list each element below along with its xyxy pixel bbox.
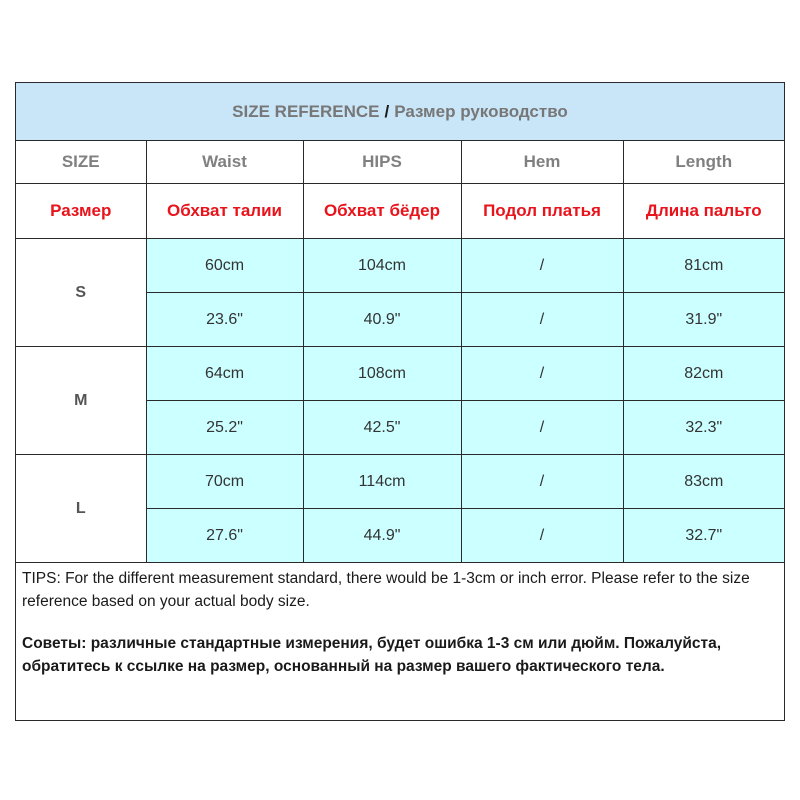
header-cell-hips: HIPS — [303, 141, 461, 184]
hem-cell: / — [461, 239, 623, 293]
tips-box — [16, 562, 784, 720]
size-table — [16, 141, 784, 563]
header-cell-length-ru: Длина пальто — [623, 184, 784, 239]
header-cell-hips-ru: Обхват бёдер — [303, 184, 461, 239]
length-cell: 81cm — [623, 239, 784, 293]
hips-cell: 108cm — [303, 347, 461, 401]
header-cell-waist: Waist — [146, 141, 303, 184]
header-cell-size-ru: Размер — [16, 184, 146, 239]
length-cell: 82cm — [623, 347, 784, 401]
chart-title-en: SIZE REFERENCE — [232, 101, 380, 121]
table-row-m-cm — [16, 347, 784, 401]
hem-cell: / — [461, 347, 623, 401]
chart-title-bar — [16, 83, 784, 141]
waist-cell: 23.6" — [146, 293, 303, 347]
hem-cell: / — [461, 455, 623, 509]
header-row-en — [16, 141, 784, 184]
header-cell-hem-ru: Подол платья — [461, 184, 623, 239]
length-cell: 31.9" — [623, 293, 784, 347]
length-cell: 32.7" — [623, 509, 784, 563]
header-cell-length: Length — [623, 141, 784, 184]
table-row-s-cm — [16, 239, 784, 293]
tips-text-en: TIPS: For the different measurement standard, there would be 1-3cm or inch error. Please refer to the size reference based on your actual body size. — [22, 570, 750, 610]
hips-cell: 40.9" — [303, 293, 461, 347]
waist-cell: 64cm — [146, 347, 303, 401]
waist-cell: 27.6" — [146, 509, 303, 563]
length-cell: 32.3" — [623, 401, 784, 455]
length-cell: 83cm — [623, 455, 784, 509]
header-cell-size: SIZE — [16, 141, 146, 184]
hips-cell: 44.9" — [303, 509, 461, 563]
waist-cell: 25.2" — [146, 401, 303, 455]
hem-cell: / — [461, 509, 623, 563]
size-label-l: L — [16, 455, 146, 563]
hips-cell: 114cm — [303, 455, 461, 509]
tips-text-ru: Советы: различные стандартные измерения, будет ошибка 1-3 см или дюйм. Пожалуйста, обратитесь к ссылке на размер, основанный на размер вашего фактического тела. — [22, 635, 722, 675]
size-chart — [15, 82, 785, 721]
hips-cell: 104cm — [303, 239, 461, 293]
header-cell-hem: Hem — [461, 141, 623, 184]
waist-cell: 60cm — [146, 239, 303, 293]
hips-cell: 42.5" — [303, 401, 461, 455]
size-label-m: M — [16, 347, 146, 455]
hem-cell: / — [461, 293, 623, 347]
header-cell-waist-ru: Обхват талии — [146, 184, 303, 239]
header-row-ru — [16, 184, 784, 239]
size-label-s: S — [16, 239, 146, 347]
hem-cell: / — [461, 401, 623, 455]
chart-title-separator: / — [384, 101, 390, 121]
waist-cell: 70cm — [146, 455, 303, 509]
chart-title-ru: Размер руководство — [394, 101, 568, 121]
table-row-l-cm — [16, 455, 784, 509]
